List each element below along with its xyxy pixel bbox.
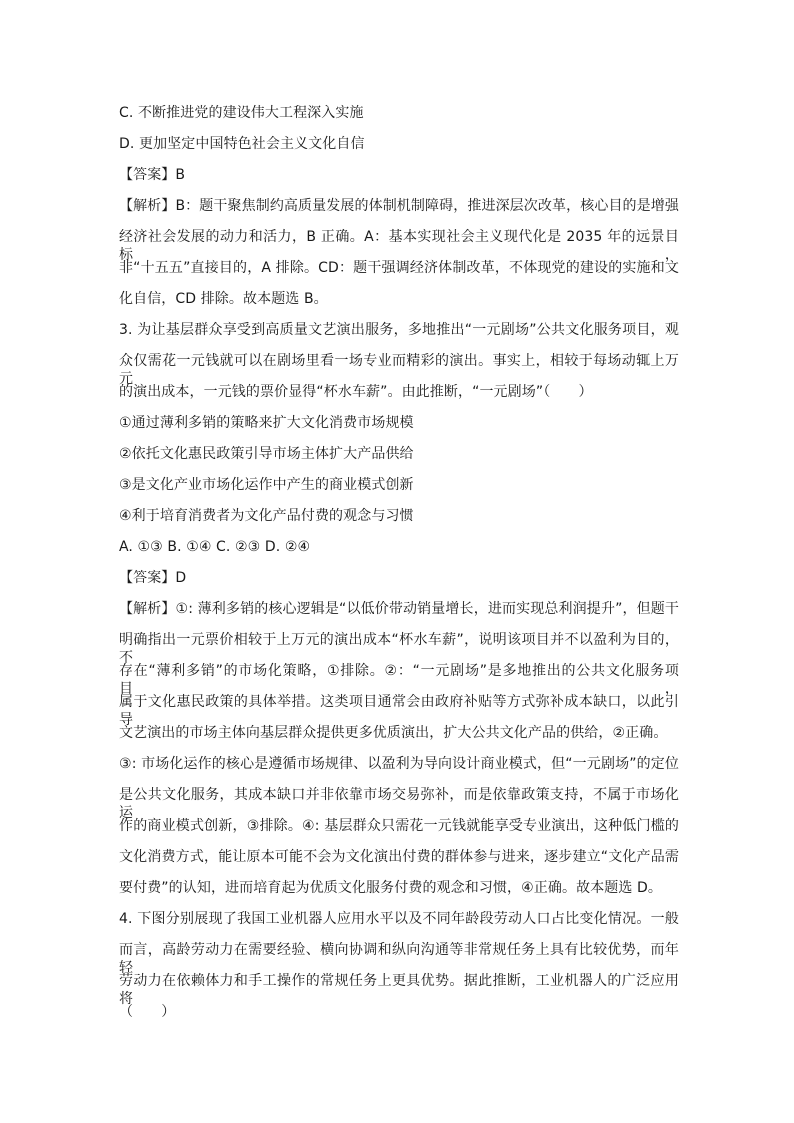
- analysis-line: 要付费”的认知，进而培育起为优质文化服务付费的观念和习惯，④正确。故本题选 D。: [119, 880, 663, 896]
- analysis-line: 【解析】①: 薄利多销的核心逻辑是“以低价带动销量增长，进而实现总利润提升”，但题干: [119, 601, 679, 617]
- question-stem-line: 而言，高龄劳动力在需要经验、横向协调和纵向沟通等非常规任务上具有比较优势，而年轻: [119, 942, 679, 976]
- question-stem-line: 众仅需花一元钱就可以在剧场里看一场专业而精彩的演出。事实上，相较于每场动辄上万元: [119, 353, 679, 387]
- question-stem-line: 劳动力在依赖体力和手工操作的常规任务上更具优势。据此推断，工业机器人的广泛应用将: [119, 973, 679, 1007]
- question-stem-line: 的演出成本，一元钱的票价显得“杯水车薪”。由此推断，“一元剧场”（ ）: [119, 384, 593, 400]
- answer-label: 【答案】B: [119, 167, 186, 183]
- analysis-line: 作的商业模式创新，③排除。④: 基层群众只需花一元钱就能享受专业演出，这种低门槛的: [119, 818, 679, 834]
- analysis-line: 经济社会发展的动力和活力，B 正确。A：基本实现社会主义现代化是 2035 年的远景目标，: [119, 229, 679, 263]
- answer-label: 【答案】D: [119, 570, 187, 586]
- choice-item: ①通过薄利多销的策略来扩大文化消费市场规模: [119, 415, 414, 431]
- question-stem-line: 3. 为让基层群众享受到高质量文艺演出服务，多地推出“一元剧场”公共文化服务项目，观: [119, 322, 679, 338]
- analysis-line: 明确指出一元票价相较于上万元的演出成本“杯水车薪”，说明该项目并不以盈利为目的，不: [119, 632, 679, 666]
- analysis-line: 非“十五五”直接目的，A 排除。CD：题干强调经济体制改革，不体现党的建设的实施和文: [119, 260, 679, 276]
- choice-item: ④利于培育消费者为文化产品付费的观念与习惯: [119, 508, 414, 524]
- analysis-line: 文艺演出的市场主体向基层群众提供更多优质演出，扩大公共文化产品的供给，②正确。: [119, 725, 668, 741]
- option-d: D. 更加坚定中国特色社会主义文化自信: [119, 136, 365, 152]
- question-blank: （ ）: [119, 1004, 176, 1020]
- analysis-line: 【解析】B：题干聚焦制约高质量发展的体制机制障碍，推进深层次改革，核心目的是增强: [119, 198, 679, 214]
- analysis-line: 是公共文化服务，其成本缺口并非依靠市场交易弥补，而是依靠政策支持，不属于市场化运: [119, 787, 679, 821]
- option-c: C. 不断推进党的建设伟大工程深入实施: [119, 105, 364, 121]
- choice-item: ②依托文化惠民政策引导市场主体扩大产品供给: [119, 446, 414, 462]
- choice-item: ③是文化产业市场化运作中产生的商业模式创新: [119, 477, 414, 493]
- question-stem-line: 4. 下图分别展现了我国工业机器人应用水平以及不同年龄段劳动人口占比变化情况。一般: [119, 911, 679, 927]
- answer-options: A. ①③ B. ①④ C. ②③ D. ②④: [119, 539, 311, 555]
- analysis-line: ③: 市场化运作的核心是遵循市场规律、以盈利为导向设计商业模式，但“一元剧场”的定位: [119, 756, 679, 772]
- analysis-line: 存在“薄利多销”的市场化策略，①排除。②：“一元剧场”是多地推出的公共文化服务项目，: [119, 663, 679, 697]
- analysis-line: 属于文化惠民政策的具体举措。这类项目通常会由政府补贴等方式弥补成本缺口，以此引导: [119, 694, 679, 728]
- analysis-line: 文化消费方式，能让原本可能不会为文化演出付费的群体参与进来，逐步建立“文化产品需: [119, 849, 679, 865]
- analysis-line: 化自信，CD 排除。故本题选 B。: [119, 291, 328, 307]
